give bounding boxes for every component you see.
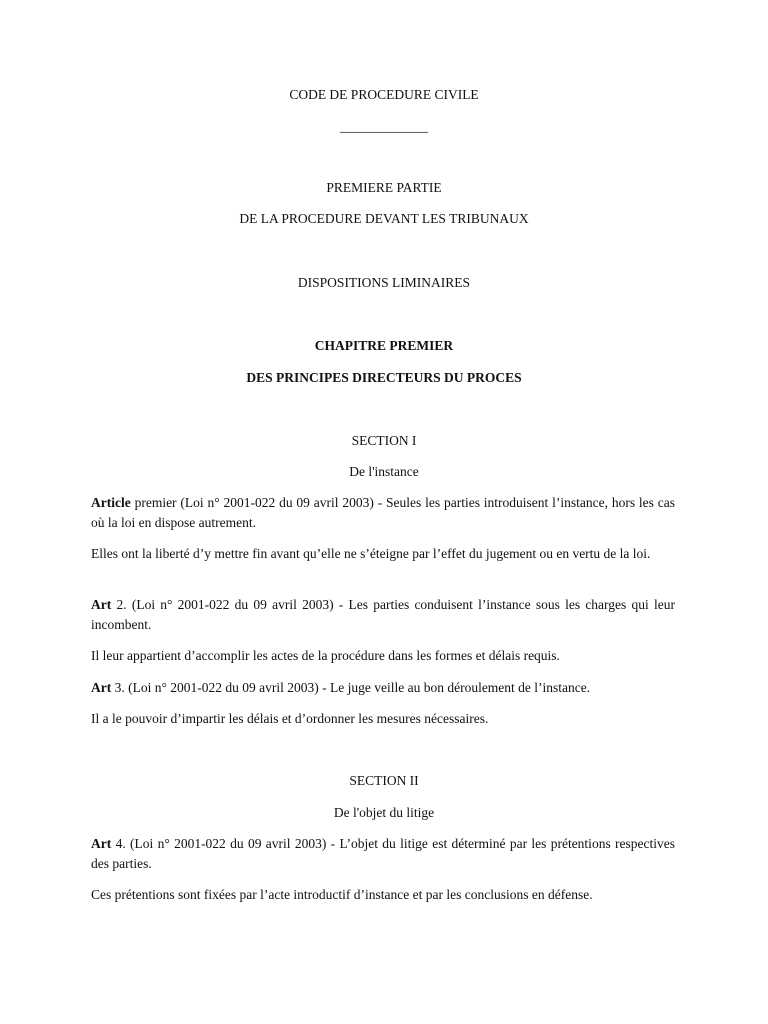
article-3-text: 3. (Loi n° 2001-022 du 09 avril 2003) - Le juge veille au bon déroulement de l’instance. <box>111 680 591 695</box>
chapter-title: CHAPITRE PREMIER <box>314 338 454 353</box>
article-1-label: Article <box>91 495 131 510</box>
article-2-paragraph-2: Il leur appartient d’accomplir les actes de la procédure dans les formes et délais requis. <box>91 648 560 663</box>
article-4-text: 4. (Loi n° 2001-022 du 09 avril 2003) - L’objet du litige est déterminé par les prétentions respectives des parties. <box>91 836 675 871</box>
article-1-paragraph <box>91 493 675 533</box>
article-2-paragraph <box>91 595 675 635</box>
preliminary-heading: DISPOSITIONS LIMINAIRES <box>297 275 471 290</box>
part-title: PREMIERE PARTIE <box>326 180 442 195</box>
article-2-label: Art <box>91 597 112 612</box>
article-3-paragraph-2: Il a le pouvoir d’impartir les délais et d’ordonner les mesures nécessaires. <box>91 711 489 726</box>
section-1-title: SECTION I <box>351 433 417 448</box>
title-rule: _____________ <box>340 119 428 134</box>
section-2-title: SECTION II <box>349 773 419 788</box>
article-4-paragraph <box>91 834 675 874</box>
article-2-text: 2. (Loi n° 2001-022 du 09 avril 2003) - Les parties conduisent l’instance sous les charges qui leur incombent. <box>91 597 675 632</box>
chapter-subtitle: DES PRINCIPES DIRECTEURS DU PROCES <box>246 370 522 385</box>
article-4-label: Art <box>91 836 112 851</box>
article-4-paragraph-2: Ces prétentions sont fixées par l’acte introductif d’instance et par les conclusions en défense. <box>91 887 593 902</box>
section-2-subtitle: De l'objet du litige <box>333 805 435 820</box>
part-subtitle: DE LA PROCEDURE DEVANT LES TRIBUNAUX <box>239 211 529 226</box>
section-1-subtitle: De l'instance <box>349 464 419 479</box>
article-3-paragraph <box>91 678 675 698</box>
code-title: CODE DE PROCEDURE CIVILE <box>289 87 479 102</box>
article-1-text: premier (Loi n° 2001-022 du 09 avril 2003) - Seules les parties introduisent l’instance, hors les cas où la loi en dispose autrement. <box>91 495 675 530</box>
article-1-paragraph-2: Elles ont la liberté d’y mettre fin avant qu’elle ne s’éteigne par l’effet du jugement ou en vertu de la loi. <box>91 546 651 561</box>
article-3-label: Art <box>91 680 112 695</box>
